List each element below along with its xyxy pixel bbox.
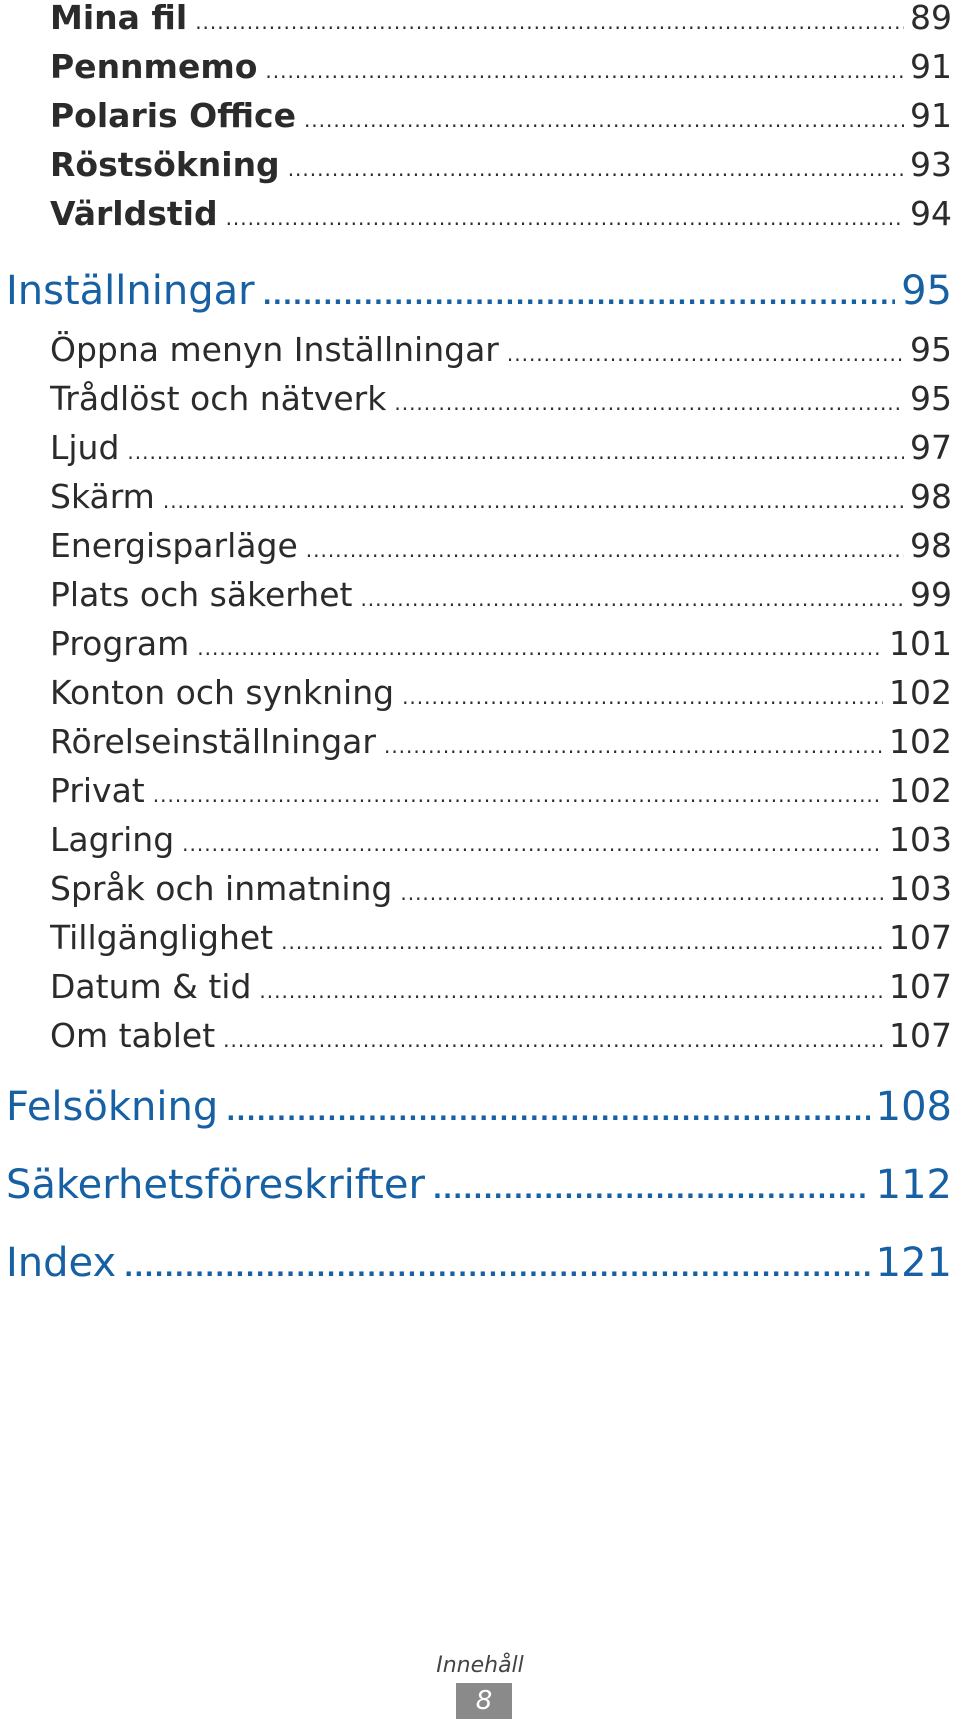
- toc-entry-page: 107: [889, 1016, 952, 1055]
- footer-section-label: Innehåll: [436, 1653, 524, 1678]
- dot-leader: [394, 391, 904, 415]
- toc-entry[interactable]: [50, 526, 952, 576]
- toc-entry-title: Ljud: [50, 428, 120, 467]
- dot-leader: [226, 1098, 869, 1126]
- toc-section-page: 95: [901, 268, 952, 314]
- toc-section-title: Inställningar: [6, 268, 255, 314]
- toc-entry-page: 101: [889, 624, 952, 663]
- dot-leader: [384, 734, 883, 758]
- dot-leader: [360, 587, 904, 611]
- toc-entry-title: Skärm: [50, 477, 155, 516]
- footer-page-number: 8: [456, 1683, 512, 1719]
- toc-entry-page: 99: [910, 575, 952, 614]
- toc-entry[interactable]: [50, 145, 952, 195]
- dot-leader: [259, 979, 883, 1003]
- toc-entry[interactable]: [50, 771, 952, 821]
- toc-section-page: 108: [875, 1084, 952, 1130]
- toc-section-page: 121: [875, 1240, 952, 1286]
- toc-entry-title: Konton och synkning: [50, 673, 395, 712]
- toc-entry-title: Röstsökning: [50, 145, 280, 184]
- toc-section-settings[interactable]: [6, 268, 952, 328]
- dot-leader: [288, 157, 904, 181]
- toc-entry-page: 93: [910, 145, 952, 184]
- toc-entry-title: Världstid: [50, 194, 218, 233]
- toc-entry-title: Privat: [50, 771, 145, 810]
- dot-leader: [433, 1176, 870, 1204]
- toc-entry-title: Energisparläge: [50, 526, 298, 565]
- toc-section-troubleshooting[interactable]: [6, 1084, 952, 1144]
- toc-entry-page: 102: [889, 673, 952, 712]
- toc-section-title: Index: [6, 1240, 117, 1286]
- toc-entry-page: 102: [889, 771, 952, 810]
- toc-section-title: Säkerhetsföreskrifter: [6, 1162, 425, 1208]
- dot-leader: [124, 1254, 870, 1282]
- toc-entry-title: Tillgänglighet: [50, 918, 274, 957]
- toc-entry-page: 97: [910, 428, 952, 467]
- toc-entry-title: Pennmemo: [50, 47, 258, 86]
- dot-leader: [281, 930, 883, 954]
- toc-entry-title: Mina fil: [50, 0, 188, 37]
- toc-entry-page: 98: [910, 526, 952, 565]
- toc-entry[interactable]: [50, 575, 952, 625]
- toc-entry-title: Lagring: [50, 820, 175, 859]
- toc-entry[interactable]: [50, 194, 952, 244]
- toc-entry[interactable]: [50, 428, 952, 478]
- toc-entry-title: Om tablet: [50, 1016, 216, 1055]
- toc-entry-title: Trådlöst och nätverk: [50, 379, 387, 418]
- dot-leader: [265, 59, 904, 83]
- dot-leader: [400, 881, 883, 905]
- toc-entry[interactable]: [50, 722, 952, 772]
- dot-leader: [263, 282, 896, 310]
- toc-entry-page: 103: [889, 869, 952, 908]
- dot-leader: [163, 489, 904, 513]
- toc-section-safety[interactable]: [6, 1162, 952, 1222]
- dot-leader: [197, 636, 883, 660]
- dot-leader: [195, 10, 904, 34]
- dot-leader: [127, 440, 904, 464]
- toc-entry-page: 102: [889, 722, 952, 761]
- toc-entry[interactable]: [50, 0, 952, 48]
- dot-leader: [153, 783, 883, 807]
- toc-entry-page: 89: [910, 0, 952, 37]
- toc-entry[interactable]: [50, 330, 952, 380]
- toc-entry-page: 107: [889, 967, 952, 1006]
- toc-section-title: Felsökning: [6, 1084, 219, 1130]
- toc-entry[interactable]: [50, 820, 952, 870]
- toc-entry[interactable]: [50, 379, 952, 429]
- toc-entry[interactable]: [50, 624, 952, 674]
- toc-entry[interactable]: [50, 477, 952, 527]
- toc-entry-page: 107: [889, 918, 952, 957]
- toc-entry-title: Öppna menyn Inställningar: [50, 330, 499, 369]
- toc-entry-title: Språk och inmatning: [50, 869, 393, 908]
- toc-entry-title: Rörelseinställningar: [50, 722, 376, 761]
- dot-leader: [182, 832, 883, 856]
- dot-leader: [402, 685, 883, 709]
- toc-entry-page: 95: [910, 379, 952, 418]
- toc-entry-page: 91: [910, 96, 952, 135]
- toc-entry-page: 94: [910, 194, 952, 233]
- dot-leader: [507, 342, 904, 366]
- dot-leader: [304, 108, 904, 132]
- toc-entry[interactable]: [50, 1016, 952, 1066]
- toc-entry-page: 91: [910, 47, 952, 86]
- dot-leader: [226, 206, 904, 230]
- toc-entry-title: Polaris Office: [50, 96, 296, 135]
- toc-entry[interactable]: [50, 47, 952, 97]
- toc-entry[interactable]: [50, 96, 952, 146]
- toc-entry[interactable]: [50, 673, 952, 723]
- toc-section-index[interactable]: [6, 1240, 952, 1300]
- toc-entry-page: 103: [889, 820, 952, 859]
- toc-entry[interactable]: [50, 869, 952, 919]
- dot-leader: [223, 1028, 883, 1052]
- toc-entry-title: Program: [50, 624, 190, 663]
- dot-leader: [306, 538, 904, 562]
- toc-entry-title: Datum & tid: [50, 967, 252, 1006]
- toc-entry[interactable]: [50, 918, 952, 968]
- toc-entry-page: 98: [910, 477, 952, 516]
- toc-entry-title: Plats och säkerhet: [50, 575, 353, 614]
- toc-entry-page: 95: [910, 330, 952, 369]
- toc-section-page: 112: [875, 1162, 952, 1208]
- toc-entry[interactable]: [50, 967, 952, 1017]
